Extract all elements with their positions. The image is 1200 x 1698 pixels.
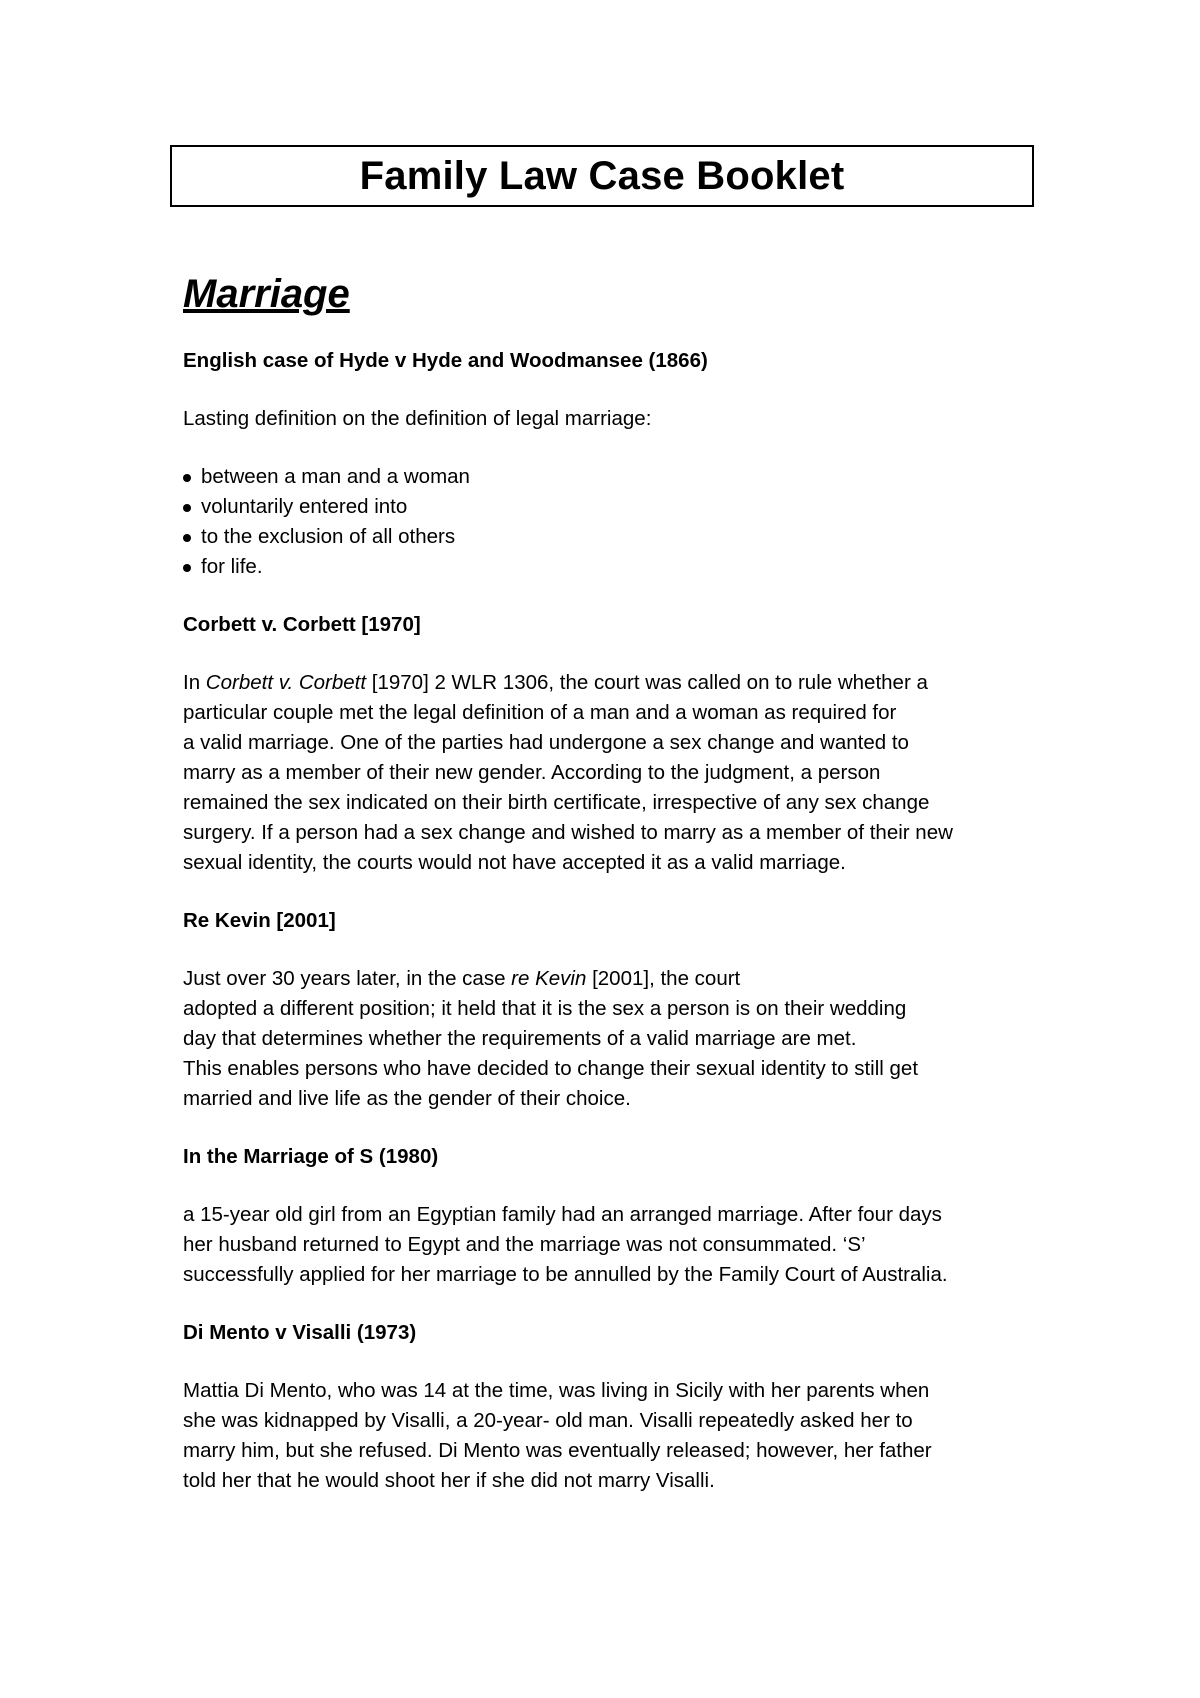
hyde-intro: Lasting definition on the definition of legal marriage: [183, 407, 652, 430]
paragraph-line: sexual identity, the courts would not have accepted it as a valid marriage. [183, 851, 846, 874]
dimento-paragraph [183, 1376, 1043, 1496]
paragraph-line: remained the sex indicated on their birth certificate, irrespective of any sex change [183, 791, 930, 814]
paragraph-line: adopted a different position; it held that it is the sex a person is on their wedding [183, 997, 907, 1020]
paragraph-line: particular couple met the legal definition of a man and a woman as required for [183, 701, 897, 724]
bullet-icon [183, 504, 191, 512]
document-title: Family Law Case Booklet [359, 153, 845, 198]
paragraph-line: a valid marriage. One of the parties had undergone a sex change and wanted to [183, 731, 909, 754]
marriage-of-s-paragraph [183, 1200, 1043, 1290]
paragraph-line: a 15-year old girl from an Egyptian family had an arranged marriage. After four days [183, 1203, 942, 1226]
bullet-icon [183, 534, 191, 542]
kevin-paragraph [183, 964, 1043, 1114]
paragraph-line: In Corbett v. Corbett [1970] 2 WLR 1306, the court was called on to rule whether a [183, 671, 928, 694]
hyde-definition-list [183, 462, 1043, 582]
paragraph-line: Mattia Di Mento, who was 14 at the time, was living in Sicily with her parents when [183, 1379, 930, 1402]
title-box [170, 145, 1034, 207]
list-item: for life. [183, 552, 1043, 582]
list-item: voluntarily entered into [183, 492, 1043, 522]
paragraph-line: This enables persons who have decided to change their sexual identity to still get [183, 1057, 919, 1080]
case-heading-corbett: Corbett v. Corbett [1970] [183, 613, 421, 636]
paragraph-line: told her that he would shoot her if she did not marry Visalli. [183, 1469, 715, 1492]
list-item: between a man and a woman [183, 462, 1043, 492]
case-heading-hyde: English case of Hyde v Hyde and Woodmansee (1866) [183, 349, 708, 372]
corbett-paragraph [183, 668, 1043, 878]
paragraph-line: her husband returned to Egypt and the marriage was not consummated. ‘S’ [183, 1233, 866, 1256]
paragraph-line: married and live life as the gender of their choice. [183, 1087, 631, 1110]
paragraph-line: day that determines whether the requirements of a valid marriage are met. [183, 1027, 857, 1050]
list-item: to the exclusion of all others [183, 522, 1043, 552]
paragraph-line: successfully applied for her marriage to be annulled by the Family Court of Australia. [183, 1263, 948, 1286]
paragraph-line: she was kidnapped by Visalli, a 20-year- old man. Visalli repeatedly asked her to [183, 1409, 913, 1432]
case-heading-marriage-of-s: In the Marriage of S (1980) [183, 1145, 439, 1168]
bullet-icon [183, 564, 191, 572]
paragraph-line: surgery. If a person had a sex change and wished to marry as a member of their new [183, 821, 953, 844]
case-heading-dimento: Di Mento v Visalli (1973) [183, 1321, 417, 1344]
paragraph-line: marry as a member of their new gender. According to the judgment, a person [183, 761, 881, 784]
document-content [183, 270, 1043, 1524]
section-heading-marriage: Marriage [183, 272, 350, 316]
case-heading-kevin: Re Kevin [2001] [183, 909, 336, 932]
paragraph-line: Just over 30 years later, in the case re Kevin [2001], the court [183, 967, 741, 990]
paragraph-line: marry him, but she refused. Di Mento was eventually released; however, her father [183, 1439, 932, 1462]
bullet-icon [183, 474, 191, 482]
